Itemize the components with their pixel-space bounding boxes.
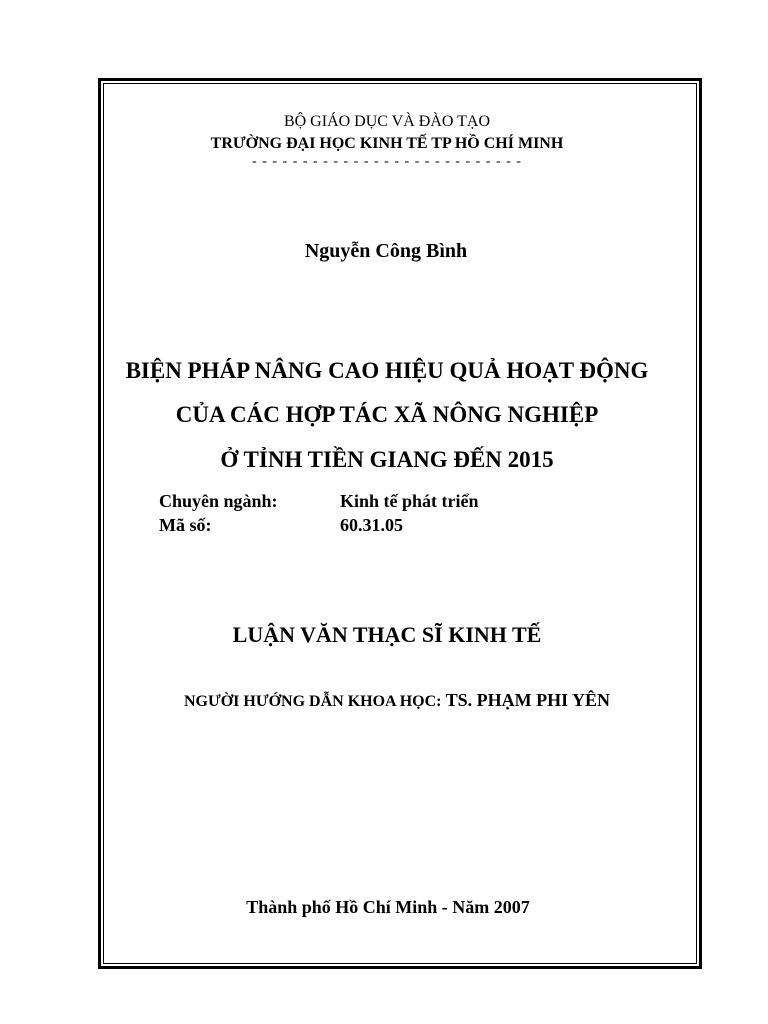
advisor-label: NGƯỜI HƯỚNG DẪN KHOA HỌC:	[184, 693, 442, 710]
advisor-line	[184, 690, 610, 711]
major-value: Kinh tế phát triển	[340, 491, 479, 511]
school-name: TRƯỜNG ĐẠI HỌC KINH TẾ TP HỒ CHÍ MINH	[210, 135, 564, 152]
author-name: Nguyễn Công Bình	[304, 240, 468, 262]
major-label: Chuyên ngành:	[159, 491, 278, 511]
place-and-year: Thành phố Hồ Chí Minh - Năm 2007	[246, 897, 530, 917]
header-separator: - - - - - - - - - - - - - - - - - - - - - - - - - - -	[252, 154, 522, 169]
code-value: 60.31.05	[340, 515, 403, 535]
degree-type: LUẬN VĂN THẠC SĨ KINH TẾ	[232, 622, 542, 647]
code-label: Mã số:	[159, 515, 212, 535]
advisor-name: TS. PHẠM PHI YÊN	[441, 690, 610, 710]
ministry-name: BỘ GIÁO DỤC VÀ ĐÀO TẠO	[283, 113, 491, 130]
thesis-title-line-1: BIỆN PHÁP NÂNG CAO HIỆU QUẢ HOẠT ĐỘNG	[125, 358, 649, 383]
thesis-title-line-3: Ở TỈNH TIỀN GIANG ĐẾN 2015	[220, 447, 554, 472]
thesis-title-line-2: CỦA CÁC HỢP TÁC XÃ NÔNG NGHIỆP	[175, 402, 599, 427]
